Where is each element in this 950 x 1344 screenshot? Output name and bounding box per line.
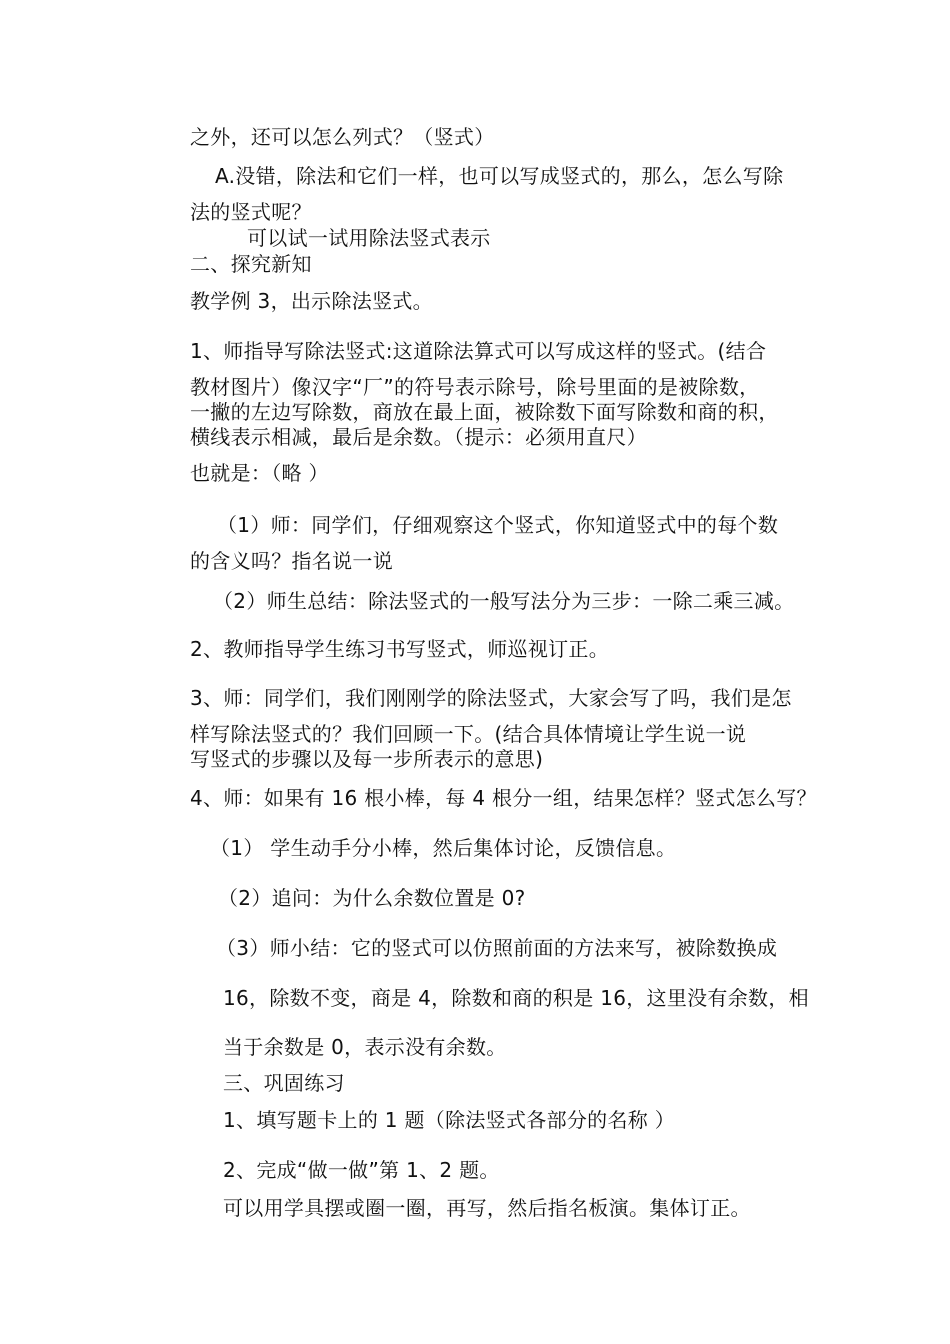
text-line: 2、教师指导学生练习书写竖式，师巡视订正。 — [190, 637, 610, 661]
text-line: （3）师小结：它的竖式可以仿照前面的方法来写，被除数换成 — [216, 936, 778, 960]
text-line: 2、完成“做一做”第 1、2 题。 — [223, 1158, 500, 1182]
text-line: 1、填写题卡上的 1 题（除法竖式各部分的名称 ） — [223, 1108, 676, 1132]
text-line: A.没错，除法和它们一样，也可以写成竖式的，那么，怎么写除 — [215, 164, 784, 188]
text-line: 教学例 3，出示除法竖式。 — [190, 289, 433, 313]
section-heading: 三、巩固练习 — [223, 1071, 345, 1095]
text-line: 4、师：如果有 16 根小棒，每 4 根分一组，结果怎样？竖式怎么写？ — [190, 786, 817, 810]
text-line: 写竖式的步骤以及每一步所表示的意思) — [190, 747, 544, 771]
text-line: 的含义吗？指名说一说 — [190, 549, 393, 573]
text-line: （2）追问：为什么余数位置是 0? — [218, 886, 526, 910]
text-line: 1、师指导写除法竖式:这道除法算式可以写成这样的竖式。(结合 — [190, 339, 767, 363]
text-line: 一撇的左边写除数，商放在最上面，被除数下面写除数和商的积， — [190, 400, 779, 424]
text-line: 之外，还可以怎么列式？（竖式） — [190, 125, 495, 149]
text-line: 横线表示相减，最后是余数。（提示：必须用直尺） — [190, 425, 647, 449]
text-line: （1） 学生动手分小棒，然后集体讨论，反馈信息。 — [210, 836, 677, 860]
text-line: 3、师：同学们，我们刚刚学的除法竖式，大家会写了吗，我们是怎 — [190, 686, 792, 710]
text-line: （2）师生总结：除法竖式的一般写法分为三步：一除二乘三减。 — [213, 589, 795, 613]
text-line: （1）师：同学们，仔细观察这个竖式，你知道竖式中的每个数 — [217, 513, 779, 537]
text-line: 可以试一试用除法竖式表示 — [247, 226, 491, 250]
text-line: 可以用学具摆或圈一圈，再写，然后指名板演。集体订正。 — [223, 1196, 751, 1220]
text-line: 当于余数是 0，表示没有余数。 — [223, 1035, 507, 1059]
text-line: 也就是：（略 ） — [190, 461, 329, 485]
section-heading: 二、探究新知 — [190, 252, 312, 276]
text-line: 16，除数不变，商是 4，除数和商的积是 16，这里没有余数，相 — [223, 986, 809, 1010]
text-line: 样写除法竖式的？我们回顾一下。(结合具体情境让学生说一说 — [190, 722, 747, 746]
text-line: 法的竖式呢？ — [190, 200, 312, 224]
text-line: 教材图片）像汉字“厂”的符号表示除号，除号里面的是被除数， — [190, 375, 760, 399]
